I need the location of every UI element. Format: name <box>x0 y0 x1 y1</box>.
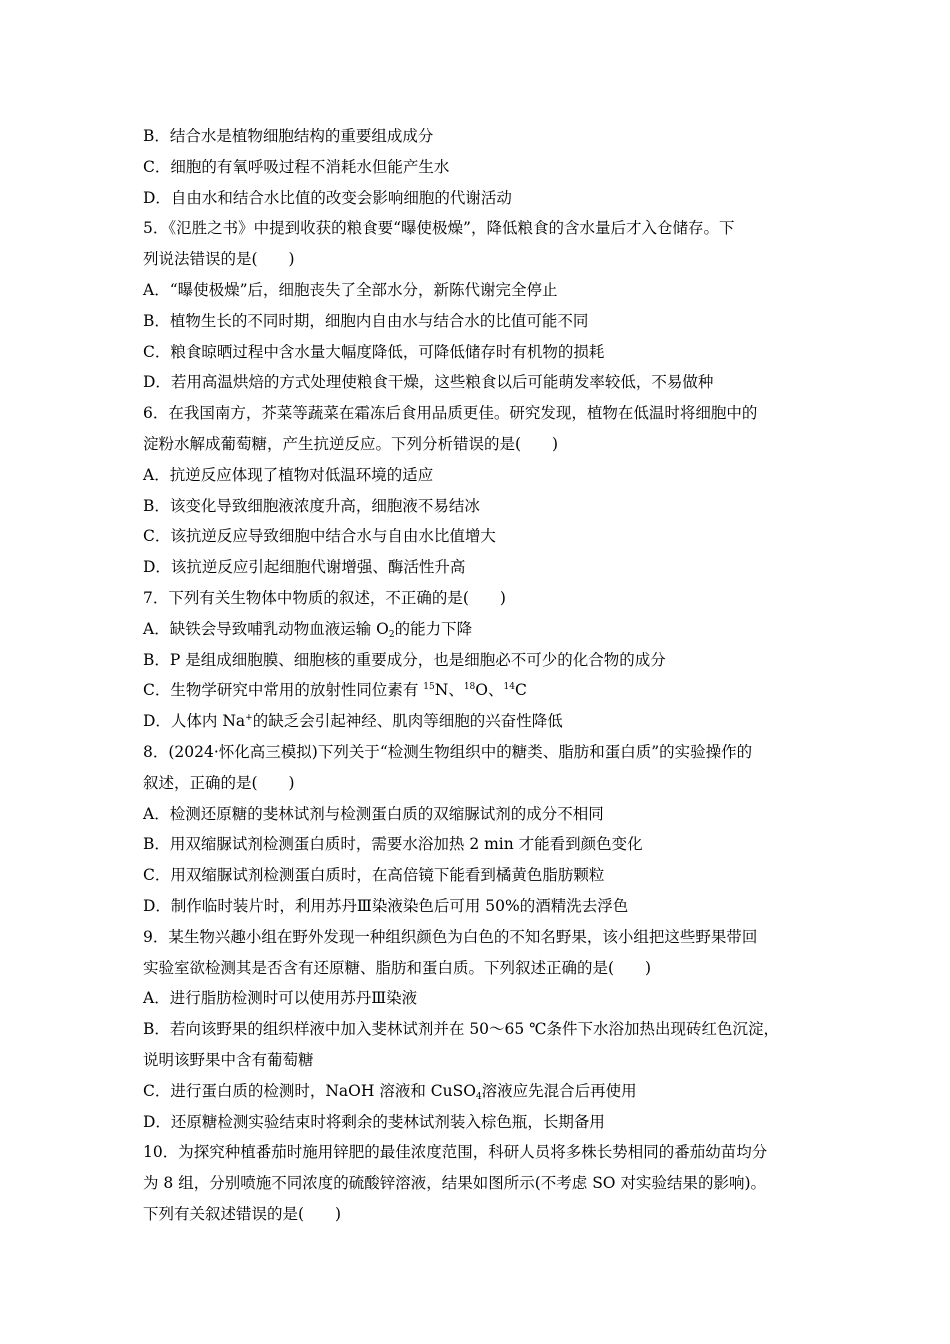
q6-option-b: B．该变化导致细胞液浓度升高，细胞液不易结冰 <box>143 496 480 515</box>
q6-stem-line1: 6．在我国南方，芥菜等蔬菜在霜冻后食用品质更佳。研究发现，植物在低温时将细胞中的 <box>143 404 758 423</box>
q7-option-d-text: D．人体内 Na <box>143 712 246 731</box>
q5-stem-line1: 5．《氾胜之书》中提到收获的粮食要“曝使极燥”，降低粮食的含水量后才入仓储存。下 <box>143 219 735 238</box>
q8-option-b: B．用双缩脲试剂检测蛋白质时，需要水浴加热 2 min 才能看到颜色变化 <box>143 835 643 854</box>
q9-option-b-line1: B．若向该野果的组织样液中加入斐林试剂并在 50～65 ℃条件下水浴加热出现砖红色沉淀， <box>143 1020 780 1039</box>
q8-stem-line1: 8．(2024·怀化高三模拟)下列关于“检测生物组织中的糖类、脂肪和蛋白质”的实验操作的 <box>143 742 753 761</box>
q7-option-b: B．P 是组成细胞膜、细胞核的重要成分，也是细胞必不可少的化合物的成分 <box>143 650 666 669</box>
q10-stem-line1: 10．为探究种植番茄时施用锌肥的最佳浓度范围，科研人员将多株长势相同的番茄幼苗均分 <box>143 1143 768 1162</box>
q4-option-d: D．自由水和结合水比值的改变会影响细胞的代谢活动 <box>143 188 512 207</box>
q7-option-d-text-end: 的缺乏会引起神经、肌肉等细胞的兴奋性降低 <box>252 712 563 731</box>
q5-option-b: B．植物生长的不同时期，细胞内自由水与结合水的比值可能不同 <box>143 311 589 330</box>
q9-option-a: A．进行脂肪检测时可以使用苏丹Ⅲ染液 <box>143 989 418 1008</box>
subscript: 2 <box>388 629 395 640</box>
q9-option-c-text-end: 溶液应先混合后再使用 <box>481 1081 637 1100</box>
isotope-element: N、 <box>434 681 464 700</box>
q8-option-d: D．制作临时装片时，利用苏丹Ⅲ染液染色后可用 50%的酒精洗去浮色 <box>143 896 629 915</box>
q7-option-a-text: A．缺铁会导致哺乳动物血液运输 O <box>143 619 389 638</box>
q5-stem-line2: 列说法错误的是( ) <box>143 250 295 269</box>
q6-option-c: C．该抗逆反应导致细胞中结合水与自由水比值增大 <box>143 527 496 546</box>
q9-option-c-text: C．进行蛋白质的检测时，NaOH 溶液和 CuSO <box>143 1081 476 1100</box>
q9-stem-line2: 实验室欲检测其是否含有还原糖、脂肪和蛋白质。下列叙述正确的是( ) <box>143 958 652 977</box>
q7-stem: 7．下列有关生物体中物质的叙述，不正确的是( ) <box>143 588 506 607</box>
question-list <box>143 121 811 1230</box>
q5-option-a: A．“曝使极燥”后，细胞丧失了全部水分，新陈代谢完全停止 <box>143 280 558 299</box>
q8-option-a: A．检测还原糖的斐林试剂与检测蛋白质的双缩脲试剂的成分不相同 <box>143 804 604 823</box>
isotope-mass-number: 14 <box>503 682 515 693</box>
q8-option-c: C．用双缩脲试剂检测蛋白质时，在高倍镜下能看到橘黄色脂肪颗粒 <box>143 866 605 885</box>
q4-option-b: B．结合水是植物细胞结构的重要组成成分 <box>143 127 434 145</box>
q4-option-c: C．细胞的有氧呼吸过程不消耗水但能产生水 <box>143 157 450 176</box>
q9-option-c <box>143 1076 811 1107</box>
q5-option-c: C．粮食晾晒过程中含水量大幅度降低，可降低储存时有机物的损耗 <box>143 342 605 361</box>
q9-option-d: D．还原糖检测实验结束时将剩余的斐林试剂装入棕色瓶，长期备用 <box>143 1112 605 1131</box>
subscript: 4 <box>475 1091 482 1102</box>
q9-stem-line1: 9．某生物兴趣小组在野外发现一种组织颜色为白色的不知名野果，该小组把这些野果带回 <box>143 927 758 946</box>
q7-option-c <box>143 675 811 706</box>
isotope-element: O、 <box>475 681 504 700</box>
superscript: + <box>245 713 253 724</box>
isotope-element: C <box>514 681 527 700</box>
q5-option-d: D．若用高温烘焙的方式处理使粮食干燥，这些粮食以后可能萌发率较低，不易做种 <box>143 373 714 392</box>
isotope-mass-number: 18 <box>463 682 476 693</box>
isotope-mass-number: 15 <box>423 682 435 693</box>
q6-option-a: A．抗逆反应体现了植物对低温环境的适应 <box>143 465 434 484</box>
q10-stem-line2: 为 8 组，分别喷施不同浓度的硫酸锌溶液，结果如图所示(不考虑 SO 对实验结果的影响)。 <box>143 1174 766 1193</box>
q8-stem-line2: 叙述，正确的是( ) <box>143 773 295 792</box>
q10-stem-line3: 下列有关叙述错误的是( ) <box>143 1204 342 1223</box>
q7-option-c-text: C．生物学研究中常用的放射性同位素有 <box>143 681 424 700</box>
q6-option-d: D．该抗逆反应引起细胞代谢增强、酶活性升高 <box>143 558 466 577</box>
q6-stem-line2: 淀粉水解成葡萄糖，产生抗逆反应。下列分析错误的是( ) <box>143 434 559 453</box>
q7-option-a-text-end: 的能力下降 <box>394 619 473 638</box>
q7-option-d <box>143 706 811 737</box>
q9-option-b-line2: 说明该野果中含有葡萄糖 <box>143 1050 314 1069</box>
q7-option-a <box>143 614 811 645</box>
